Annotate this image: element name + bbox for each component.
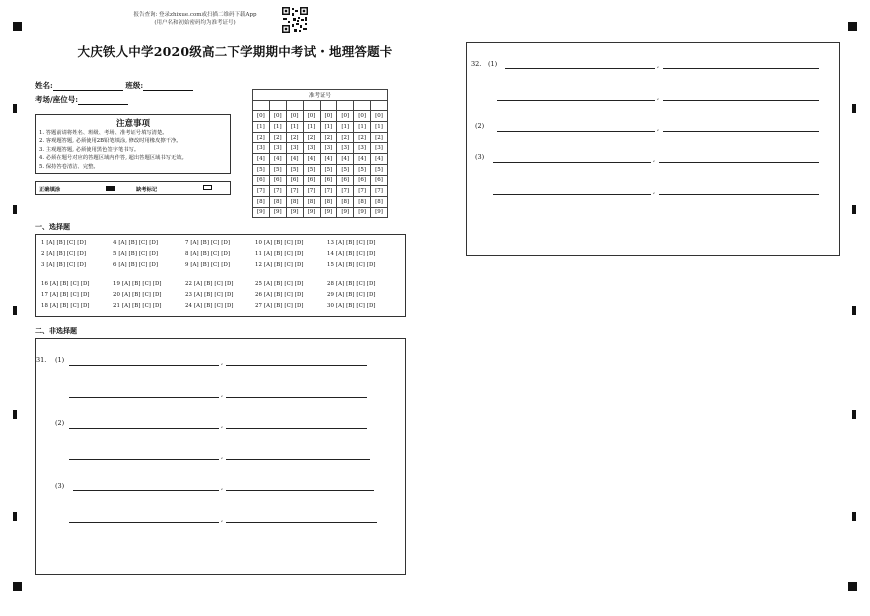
exam-id-bubble[interactable]: [7] bbox=[253, 186, 270, 197]
q31-p2-answer-line[interactable] bbox=[226, 459, 370, 460]
exam-id-bubble[interactable]: [1] bbox=[354, 122, 371, 133]
notice-box bbox=[35, 114, 231, 174]
exam-id-bubble[interactable]: [7] bbox=[371, 186, 388, 197]
qr-code-icon[interactable] bbox=[281, 6, 309, 34]
exam-id-bubble[interactable]: [4] bbox=[337, 154, 354, 165]
q31-sep: , bbox=[221, 421, 224, 429]
q32-p3-answer-line[interactable] bbox=[493, 162, 651, 163]
exam-id-bubble[interactable]: [9] bbox=[269, 207, 286, 218]
report-notice-line1: 报告查询: 登录zhixue.com或扫描二维码下载App bbox=[133, 12, 257, 18]
q31-part3-label: (3) bbox=[55, 482, 65, 490]
exam-id-digit-box[interactable] bbox=[303, 100, 320, 111]
exam-id-bubble[interactable]: [2] bbox=[337, 132, 354, 143]
exam-id-bubble[interactable]: [9] bbox=[253, 207, 270, 218]
exam-id-bubble[interactable]: [3] bbox=[320, 143, 337, 154]
side-mark bbox=[13, 205, 17, 214]
exam-id-bubble[interactable]: [3] bbox=[337, 143, 354, 154]
exam-id-bubble[interactable]: [4] bbox=[253, 154, 270, 165]
q32-p3-answer-line[interactable] bbox=[659, 194, 819, 195]
corner-mark-bottom-left bbox=[13, 582, 22, 591]
choice-question[interactable]: 16 [A] [B] [C] [D] bbox=[41, 281, 90, 287]
exam-id-bubble[interactable]: [2] bbox=[269, 132, 286, 143]
exam-id-digit-box[interactable] bbox=[253, 100, 270, 111]
notice-title: 注意事项 bbox=[115, 119, 150, 129]
choice-question[interactable]: 25 [A] [B] [C] [D] bbox=[255, 281, 304, 287]
exam-id-bubble[interactable]: [5] bbox=[371, 164, 388, 175]
absent-label: 缺考标记 bbox=[136, 187, 158, 193]
q32-p3-answer-line[interactable] bbox=[493, 194, 651, 195]
exam-id-bubble[interactable]: [1] bbox=[320, 122, 337, 133]
side-mark bbox=[13, 104, 17, 113]
side-mark bbox=[13, 512, 17, 521]
q32-p1-answer-line[interactable] bbox=[663, 68, 819, 69]
exam-id-bubble[interactable]: [3] bbox=[253, 143, 270, 154]
choice-question[interactable]: 30 [A] [B] [C] [D] bbox=[327, 303, 376, 309]
choice-question[interactable]: 4 [A] [B] [C] [D] bbox=[113, 240, 159, 246]
report-notice-line2: (用户名和初始密码均为准考证号) bbox=[154, 20, 236, 26]
q31-part2-label: (2) bbox=[55, 419, 65, 427]
exam-id-bubble[interactable]: [5] bbox=[253, 164, 270, 175]
notice-item: 2. 客观题答题, 必须使用2B铅笔填涂, 修改时用橡皮擦干净。 bbox=[39, 138, 182, 145]
class-field[interactable] bbox=[143, 81, 193, 91]
notice-item: 3. 主观题答题, 必须使用黑色签字笔书写。 bbox=[39, 146, 140, 153]
exam-id-bubble[interactable]: [5] bbox=[337, 164, 354, 175]
exam-id-bubble[interactable]: [8] bbox=[303, 196, 320, 207]
choice-question[interactable]: 11 [A] [B] [C] [D] bbox=[255, 251, 304, 257]
exam-id-bubble[interactable]: [6] bbox=[337, 175, 354, 186]
exam-id-bubble[interactable]: [8] bbox=[337, 196, 354, 207]
choice-question[interactable]: 28 [A] [B] [C] [D] bbox=[327, 281, 376, 287]
q31-sep: , bbox=[221, 483, 224, 491]
q31-p3-answer-line[interactable] bbox=[226, 490, 374, 491]
exam-id-bubble[interactable]: [3] bbox=[371, 143, 388, 154]
side-mark bbox=[13, 410, 17, 419]
name-field[interactable] bbox=[53, 81, 123, 91]
q31-p3-answer-line[interactable] bbox=[73, 490, 219, 491]
choice-question[interactable]: 2 [A] [B] [C] [D] bbox=[41, 251, 87, 257]
exam-id-bubble[interactable]: [9] bbox=[286, 207, 303, 218]
q31-p2-answer-line[interactable] bbox=[226, 428, 367, 429]
exam-id-bubble[interactable]: [6] bbox=[303, 175, 320, 186]
exam-id-bubble[interactable]: [6] bbox=[269, 175, 286, 186]
q31-sep: , bbox=[221, 390, 224, 398]
room-label: 考场/座位号: bbox=[35, 95, 79, 104]
exam-id-bubble[interactable]: [7] bbox=[269, 186, 286, 197]
room-field[interactable] bbox=[78, 95, 128, 105]
choice-question[interactable]: 5 [A] [B] [C] [D] bbox=[113, 251, 159, 257]
exam-id-bubble[interactable]: [1] bbox=[371, 122, 388, 133]
exam-id-bubble[interactable]: [8] bbox=[371, 196, 388, 207]
choice-question[interactable]: 19 [A] [B] [C] [D] bbox=[113, 281, 162, 287]
q32-part2-label: (2) bbox=[475, 122, 485, 130]
exam-id-bubble[interactable]: [0] bbox=[253, 111, 270, 122]
q31-sep: , bbox=[221, 452, 224, 460]
exam-id-bubble[interactable]: [3] bbox=[286, 143, 303, 154]
exam-id-bubble[interactable]: [2] bbox=[371, 132, 388, 143]
q32-sep: , bbox=[657, 124, 660, 132]
exam-id-bubble[interactable]: [0] bbox=[303, 111, 320, 122]
exam-id-bubble[interactable]: [4] bbox=[286, 154, 303, 165]
exam-id-bubble[interactable]: [6] bbox=[320, 175, 337, 186]
exam-id-bubble[interactable]: [8] bbox=[354, 196, 371, 207]
exam-id-bubble[interactable]: [0] bbox=[286, 111, 303, 122]
q31-sep: , bbox=[221, 358, 224, 366]
choice-question[interactable]: 27 [A] [B] [C] [D] bbox=[255, 303, 304, 309]
exam-id-bubble[interactable]: [7] bbox=[303, 186, 320, 197]
q32-answer-box bbox=[466, 42, 840, 256]
choice-question[interactable]: 9 [A] [B] [C] [D] bbox=[185, 262, 231, 268]
exam-id-bubble[interactable]: [5] bbox=[354, 164, 371, 175]
exam-id-bubble[interactable]: [2] bbox=[303, 132, 320, 143]
exam-id-bubble[interactable]: [9] bbox=[337, 207, 354, 218]
side-mark bbox=[852, 410, 856, 419]
side-mark bbox=[852, 104, 856, 113]
exam-id-digit-box[interactable] bbox=[286, 100, 303, 111]
student-room-row bbox=[35, 94, 128, 105]
exam-id-bubble[interactable]: [6] bbox=[253, 175, 270, 186]
exam-id-bubble[interactable]: [2] bbox=[320, 132, 337, 143]
notice-item: 5. 保持答卷清洁、完整。 bbox=[39, 163, 99, 170]
exam-id-bubble[interactable]: [3] bbox=[303, 143, 320, 154]
correct-fill-sample bbox=[106, 186, 115, 191]
choice-question[interactable]: 15 [A] [B] [C] [D] bbox=[327, 262, 376, 268]
exam-id-bubble[interactable]: [1] bbox=[303, 122, 320, 133]
q32-sep: , bbox=[657, 61, 660, 69]
exam-id-bubble[interactable]: [3] bbox=[269, 143, 286, 154]
exam-id-bubble[interactable]: [9] bbox=[303, 207, 320, 218]
q31-part1-label: (1) bbox=[55, 356, 65, 364]
choice-question[interactable]: 24 [A] [B] [C] [D] bbox=[185, 303, 234, 309]
exam-id-bubble[interactable]: [0] bbox=[269, 111, 286, 122]
choice-question[interactable]: 12 [A] [B] [C] [D] bbox=[255, 262, 304, 268]
corner-mark-top-right bbox=[848, 22, 857, 31]
report-notice bbox=[0, 11, 390, 27]
exam-id-bubble[interactable]: [9] bbox=[320, 207, 337, 218]
exam-id-bubble[interactable]: [7] bbox=[354, 186, 371, 197]
exam-id-bubble[interactable]: [2] bbox=[253, 132, 270, 143]
exam-id-digit-box[interactable] bbox=[269, 100, 286, 111]
fill-example-box bbox=[35, 181, 231, 195]
absent-checkbox[interactable] bbox=[203, 185, 212, 190]
q31-sep: , bbox=[221, 515, 224, 523]
exam-id-bubble[interactable]: [0] bbox=[320, 111, 337, 122]
exam-id-bubble[interactable]: [5] bbox=[269, 164, 286, 175]
choice-question[interactable]: 20 [A] [B] [C] [D] bbox=[113, 292, 162, 298]
q31-p1-answer-line[interactable] bbox=[69, 365, 219, 366]
exam-id-bubble[interactable]: [6] bbox=[354, 175, 371, 186]
notice-item: 4. 必须在题号对应的答题区域内作答, 超出答题区域书写无效。 bbox=[39, 155, 187, 162]
exam-id-bubble[interactable]: [7] bbox=[320, 186, 337, 197]
student-name-row bbox=[35, 80, 193, 91]
q31-number: 31. bbox=[36, 356, 47, 364]
choice-question[interactable]: 22 [A] [B] [C] [D] bbox=[185, 281, 234, 287]
exam-id-bubble[interactable]: [4] bbox=[354, 154, 371, 165]
exam-id-bubble[interactable]: [7] bbox=[337, 186, 354, 197]
q32-sep: , bbox=[657, 93, 660, 101]
q31-p1-answer-line[interactable] bbox=[226, 397, 367, 398]
side-mark bbox=[13, 306, 17, 315]
choice-question[interactable]: 29 [A] [B] [C] [D] bbox=[327, 292, 376, 298]
exam-id-bubble[interactable]: [2] bbox=[286, 132, 303, 143]
q32-p1-answer-line[interactable] bbox=[505, 68, 655, 69]
exam-id-bubble[interactable]: [7] bbox=[286, 186, 303, 197]
exam-id-bubble[interactable]: [6] bbox=[286, 175, 303, 186]
q31-p1-answer-line[interactable] bbox=[226, 365, 367, 366]
notice-item: 1. 答题前请将姓名、班级、考场、准考证号填写清楚。 bbox=[39, 130, 168, 136]
page-title: 大庆铁人中学2020级高二下学期期中考试・地理答题卡 bbox=[77, 44, 393, 59]
choice-question[interactable]: 3 [A] [B] [C] [D] bbox=[41, 262, 87, 268]
nonchoice-section-title: 二、非选择题 bbox=[35, 326, 77, 335]
side-mark bbox=[852, 306, 856, 315]
choice-question[interactable]: 18 [A] [B] [C] [D] bbox=[41, 303, 90, 309]
class-label: 班级: bbox=[125, 81, 144, 90]
exam-id-bubble[interactable]: [4] bbox=[303, 154, 320, 165]
q32-p3-answer-line[interactable] bbox=[659, 162, 819, 163]
name-label: 姓名: bbox=[35, 81, 53, 90]
q32-p2-answer-line[interactable] bbox=[497, 131, 655, 132]
q31-answer-box bbox=[35, 338, 406, 575]
exam-id-bubble[interactable]: [4] bbox=[269, 154, 286, 165]
corner-mark-bottom-right bbox=[848, 582, 857, 591]
exam-id-bubble[interactable]: [5] bbox=[320, 164, 337, 175]
q31-p3-answer-line[interactable] bbox=[69, 522, 219, 523]
q31-p2-answer-line[interactable] bbox=[69, 428, 219, 429]
exam-id-digit-box[interactable] bbox=[337, 100, 354, 111]
q32-part1-label: (1) bbox=[488, 60, 498, 68]
choice-section-title: 一、选择题 bbox=[35, 222, 70, 231]
exam-id-bubble[interactable]: [9] bbox=[371, 207, 388, 218]
exam-id-bubble[interactable]: [1] bbox=[286, 122, 303, 133]
q32-number: 32. bbox=[471, 60, 482, 68]
exam-id-bubble[interactable]: [4] bbox=[371, 154, 388, 165]
exam-id-digit-box[interactable] bbox=[320, 100, 337, 111]
q31-p1-answer-line[interactable] bbox=[69, 397, 219, 398]
exam-id-bubble[interactable]: [4] bbox=[320, 154, 337, 165]
exam-id-digit-box[interactable] bbox=[354, 100, 371, 111]
q32-p1-answer-line[interactable] bbox=[663, 100, 819, 101]
exam-id-bubble[interactable]: [8] bbox=[286, 196, 303, 207]
side-mark bbox=[852, 205, 856, 214]
choice-question[interactable]: 10 [A] [B] [C] [D] bbox=[255, 240, 304, 246]
q32-p2-answer-line[interactable] bbox=[663, 131, 819, 132]
q31-p2-answer-line[interactable] bbox=[69, 459, 219, 460]
exam-id-bubble[interactable]: [5] bbox=[286, 164, 303, 175]
exam-id-bubble[interactable]: [2] bbox=[354, 132, 371, 143]
exam-id-bubble[interactable]: [8] bbox=[269, 196, 286, 207]
exam-id-bubble[interactable]: [3] bbox=[354, 143, 371, 154]
exam-id-bubble[interactable]: [0] bbox=[371, 111, 388, 122]
exam-id-bubble[interactable]: [1] bbox=[253, 122, 270, 133]
q32-part3-label: (3) bbox=[475, 153, 485, 161]
q32-p1-answer-line[interactable] bbox=[497, 100, 655, 101]
exam-id-bubble[interactable]: [5] bbox=[303, 164, 320, 175]
exam-id-bubble[interactable]: [8] bbox=[253, 196, 270, 207]
exam-id-bubble[interactable]: [0] bbox=[354, 111, 371, 122]
choice-question[interactable]: 8 [A] [B] [C] [D] bbox=[185, 251, 231, 257]
choice-question[interactable]: 21 [A] [B] [C] [D] bbox=[113, 303, 162, 309]
exam-id-bubble[interactable]: [8] bbox=[320, 196, 337, 207]
exam-id-header: 准考证号 bbox=[253, 90, 388, 101]
choice-question[interactable]: 17 [A] [B] [C] [D] bbox=[41, 292, 90, 298]
exam-id-digit-box[interactable] bbox=[371, 100, 388, 111]
q31-p3-answer-line[interactable] bbox=[226, 522, 377, 523]
exam-id-grid bbox=[252, 89, 388, 218]
choice-question[interactable]: 26 [A] [B] [C] [D] bbox=[255, 292, 304, 298]
side-mark bbox=[852, 512, 856, 521]
exam-id-bubble[interactable]: [6] bbox=[371, 175, 388, 186]
exam-id-bubble[interactable]: [1] bbox=[269, 122, 286, 133]
choice-question[interactable]: 6 [A] [B] [C] [D] bbox=[113, 262, 159, 268]
choice-answer-box bbox=[35, 234, 406, 317]
choice-question[interactable]: 1 [A] [B] [C] [D] bbox=[41, 240, 87, 246]
choice-question[interactable]: 14 [A] [B] [C] [D] bbox=[327, 251, 376, 257]
exam-id-bubble[interactable]: [1] bbox=[337, 122, 354, 133]
exam-id-bubble[interactable]: [9] bbox=[354, 207, 371, 218]
q32-sep: , bbox=[653, 187, 656, 195]
exam-id-bubble[interactable]: [0] bbox=[337, 111, 354, 122]
correct-fill-label: 正确填涂 bbox=[39, 187, 61, 193]
choice-question[interactable]: 23 [A] [B] [C] [D] bbox=[185, 292, 234, 298]
choice-question[interactable]: 13 [A] [B] [C] [D] bbox=[327, 240, 376, 246]
q32-sep: , bbox=[653, 155, 656, 163]
choice-question[interactable]: 7 [A] [B] [C] [D] bbox=[185, 240, 231, 246]
